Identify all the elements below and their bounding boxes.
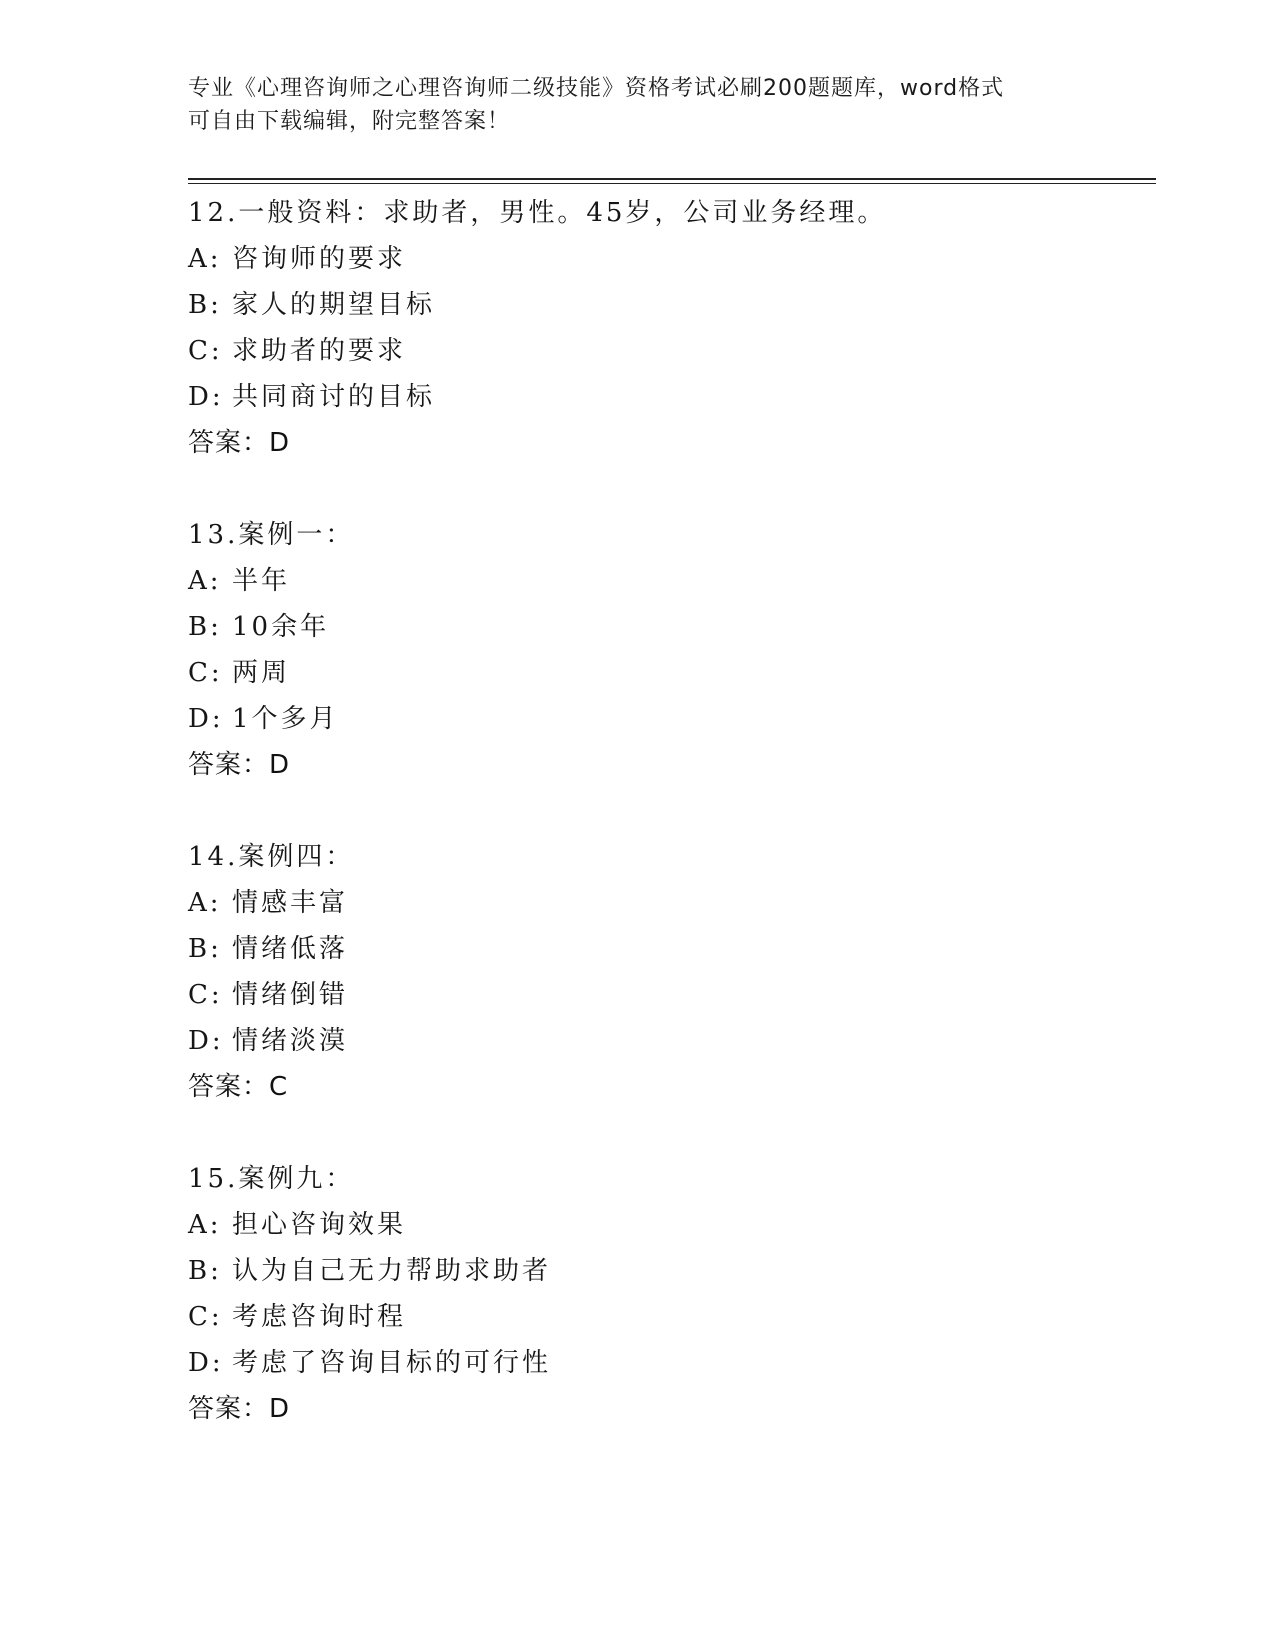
- option-key: A:: [188, 566, 222, 596]
- option-key: B:: [188, 934, 222, 964]
- option-key: C:: [188, 1302, 223, 1332]
- option-b: [188, 926, 1148, 972]
- option-d: [188, 1018, 1148, 1064]
- option-b: [188, 1248, 1148, 1294]
- option-text: 担心咨询效果: [232, 1210, 407, 1240]
- header-line-1: 专业《心理咨询师之心理咨询师二级技能》资格考试必刷200题题库，word格式: [188, 76, 1005, 101]
- option-text: 情绪倒错: [232, 980, 349, 1010]
- question-list: [188, 190, 1148, 1478]
- option-d: [188, 696, 1148, 742]
- header-divider-thick: [188, 178, 1156, 180]
- option-key: B:: [188, 290, 222, 320]
- option-text: 情绪低落: [232, 934, 349, 964]
- option-key: D:: [188, 704, 224, 734]
- option-text: 情感丰富: [232, 888, 349, 918]
- option-c: [188, 328, 1148, 374]
- option-key: A:: [188, 888, 222, 918]
- option-key: B:: [188, 612, 222, 642]
- option-c: [188, 650, 1148, 696]
- question-stem: 13.案例一：: [188, 520, 355, 550]
- option-text: 求助者的要求: [232, 336, 407, 366]
- option-d: [188, 374, 1148, 420]
- answer-line: 答案：C: [188, 1072, 289, 1102]
- option-b: [188, 282, 1148, 328]
- option-d: [188, 1340, 1148, 1386]
- option-text: 半年: [232, 566, 291, 596]
- option-key: C:: [188, 980, 223, 1010]
- answer-line: 答案：D: [188, 750, 291, 780]
- question-stem: 15.案例九：: [188, 1164, 355, 1194]
- header-line-2: 可自由下载编辑，附完整答案！: [188, 109, 511, 134]
- question-12: [188, 190, 1148, 466]
- option-a: [188, 236, 1148, 282]
- option-c: [188, 1294, 1148, 1340]
- option-key: D:: [188, 1348, 224, 1378]
- option-text: 家人的期望目标: [232, 290, 436, 320]
- option-text: 认为自己无力帮助求助者: [232, 1256, 552, 1286]
- option-key: A:: [188, 1210, 222, 1240]
- option-text: 10余年: [232, 612, 330, 642]
- option-key: D:: [188, 1026, 224, 1056]
- option-text: 共同商讨的目标: [232, 382, 436, 412]
- option-key: C:: [188, 658, 223, 688]
- answer-line: 答案：D: [188, 428, 291, 458]
- option-key: D:: [188, 382, 224, 412]
- header-divider-thin: [188, 183, 1156, 184]
- option-text: 情绪淡漠: [232, 1026, 349, 1056]
- option-a: [188, 880, 1148, 926]
- option-text: 1个多月: [232, 704, 339, 734]
- question-stem: 12.一般资料：求助者，男性。45岁，公司业务经理。: [188, 198, 887, 228]
- option-key: B:: [188, 1256, 222, 1286]
- answer-line: 答案：D: [188, 1394, 291, 1424]
- question-stem: 14.案例四：: [188, 842, 355, 872]
- option-key: A:: [188, 244, 222, 274]
- option-key: C:: [188, 336, 223, 366]
- question-14: [188, 834, 1148, 1110]
- option-text: 考虑了咨询目标的可行性: [232, 1348, 552, 1378]
- option-text: 考虑咨询时程: [232, 1302, 407, 1332]
- option-text: 咨询师的要求: [232, 244, 407, 274]
- document-header: [188, 72, 1088, 138]
- option-b: [188, 604, 1148, 650]
- option-a: [188, 558, 1148, 604]
- question-15: [188, 1156, 1148, 1432]
- option-text: 两周: [232, 658, 291, 688]
- option-a: [188, 1202, 1148, 1248]
- option-c: [188, 972, 1148, 1018]
- question-13: [188, 512, 1148, 788]
